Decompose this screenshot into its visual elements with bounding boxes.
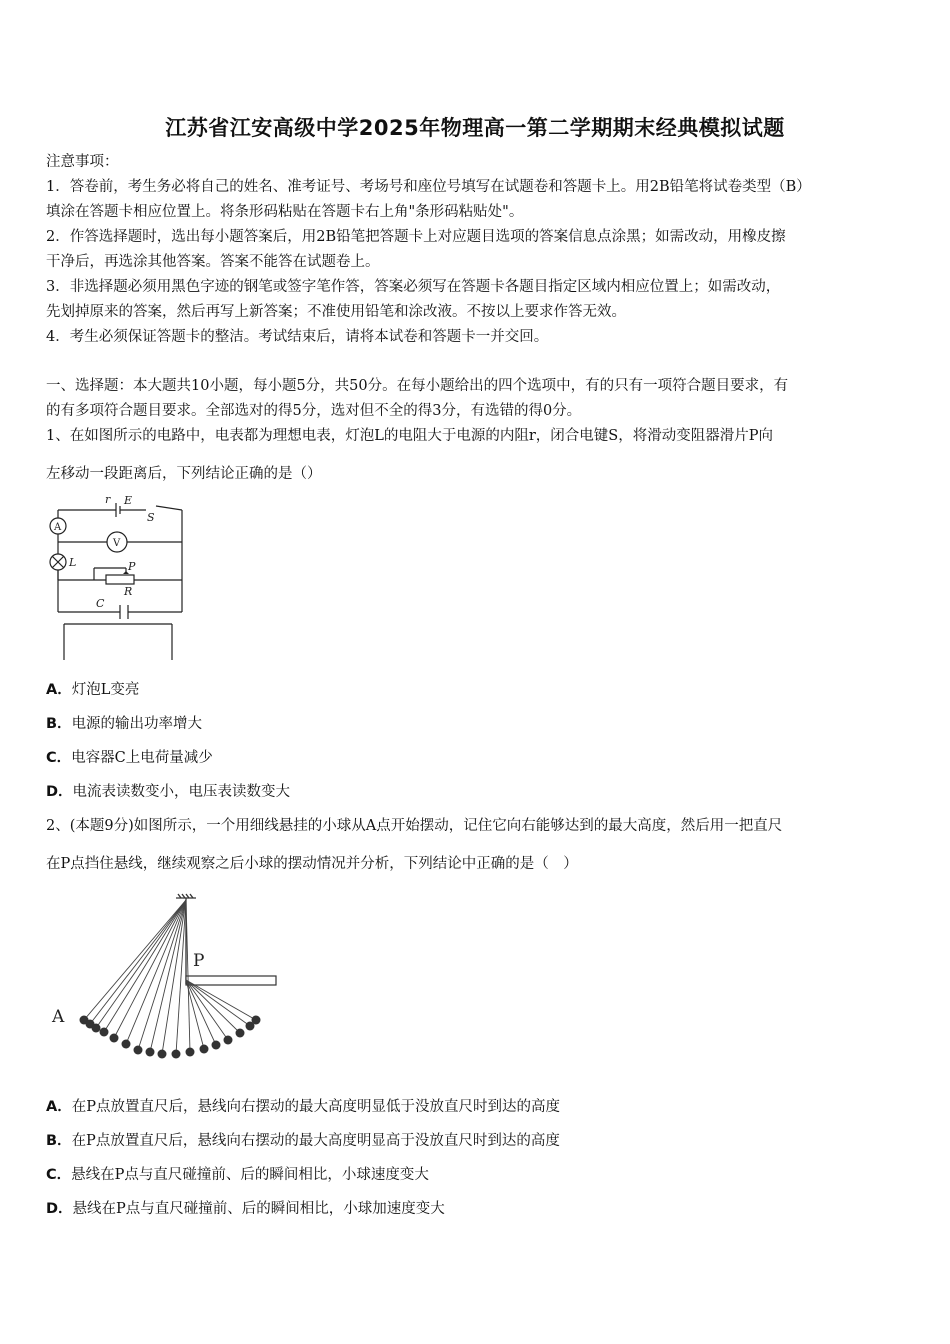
q1-stem-line-2: 左移动一段距离后，下列结论正确的是（） — [46, 466, 322, 482]
pendulum-ball — [134, 1046, 143, 1055]
pendulum-string — [186, 980, 228, 1040]
pendulum-ball — [100, 1028, 109, 1037]
pendulum-ball — [186, 1048, 195, 1057]
notice-line-4: 干净后，再选涂其他答案。答案不能答在试题卷上。 — [46, 254, 380, 270]
pendulum-string — [186, 980, 216, 1045]
notice-line-6: 先划掉原来的答案，然后再写上新答案；不准使用铅笔和涂改液。不按以上要求作答无效。 — [46, 304, 626, 320]
pendulum-ball — [122, 1040, 131, 1049]
label-P: P — [128, 560, 136, 573]
q2-option-c: C．悬线在P点与直尺碰撞前、后的瞬间相比，小球速度变大 — [46, 1167, 429, 1183]
notice-line-2: 填涂在答题卡相应位置上。将条形码粘贴在答题卡右上角"条形码粘贴处"。 — [46, 204, 524, 220]
label-A-point: A — [52, 1007, 65, 1027]
pendulum-ball — [212, 1041, 221, 1050]
label-P-point: P — [193, 951, 205, 971]
q2-option-b: B．在P点放置直尺后，悬线向右摆动的最大高度明显高于没放直尺时到达的高度 — [46, 1133, 560, 1149]
q1-option-a: A．灯泡L变亮 — [46, 682, 140, 698]
notice-line-7: 4．考生必须保证答题卡的整洁。考试结束后，请将本试卷和答题卡一并交回。 — [46, 329, 549, 345]
pendulum-string — [176, 900, 186, 1054]
q1-stem-line-1: 1、在如图所示的电路中，电表都为理想电表，灯泡L的电阻大于电源的内阻r，闭合电键S，将滑动变阻器滑片P向 — [46, 428, 773, 444]
pendulum-ball — [236, 1029, 245, 1038]
q2-option-d: D．悬线在P点与直尺碰撞前、后的瞬间相比，小球加速度变大 — [46, 1201, 445, 1217]
pendulum-string — [138, 900, 186, 1050]
pendulum-string — [84, 900, 186, 1020]
q1-option-d: D．电流表读数变小，电压表读数变大 — [46, 784, 291, 800]
page-title: 江苏省江安高级中学2025年物理高一第二学期期末经典模拟试题 — [165, 116, 785, 140]
ruler — [186, 976, 276, 985]
pendulum-ball — [92, 1024, 101, 1033]
pendulum-diagram — [50, 892, 282, 1074]
label-C: C — [96, 597, 105, 610]
pendulum-ball — [252, 1016, 261, 1025]
label-A: A — [54, 522, 62, 533]
q2-stem-line-1: 2、(本题9分)如图所示，一个用细线悬挂的小球从A点开始摆动，记住它向右能够达到的最大高度，然后用一把直尺 — [46, 818, 783, 834]
circuit-diagram — [44, 494, 190, 662]
pendulum-ball — [172, 1050, 181, 1059]
pendulum-ball — [200, 1045, 209, 1054]
label-S: S — [147, 511, 155, 524]
pendulum-ball — [146, 1048, 155, 1057]
label-R: R — [124, 585, 133, 598]
label-E: E — [124, 494, 133, 507]
label-L: L — [69, 556, 77, 569]
notice-line-5: 3．非选择题必须用黑色字迹的钢笔或签字笔作答，答案必须写在答题卡各题目指定区域内相应位置上；如需改动， — [46, 279, 781, 295]
q1-option-b: B．电源的输出功率增大 — [46, 716, 203, 732]
pendulum-string — [186, 980, 250, 1026]
q2-stem-line-2: 在P点挡住悬线，继续观察之后小球的摆动情况并分析，下列结论中正确的是（ ） — [46, 856, 578, 872]
pendulum-string — [104, 900, 186, 1032]
label-V: V — [113, 538, 121, 549]
notice-heading: 注意事项： — [46, 154, 119, 170]
section-line-2: 的有多项符合题目要求。全部选对的得5分，选对但不全的得3分，有选错的得0分。 — [46, 403, 582, 419]
pendulum-ball — [224, 1036, 233, 1045]
pendulum-ball — [110, 1034, 119, 1043]
notice-line-3: 2．作答选择题时，选出每小题答案后，用2B铅笔把答题卡上对应题目选项的答案信息点涂黑；如需改动，用橡皮擦 — [46, 229, 786, 245]
pendulum-ball — [158, 1050, 167, 1059]
label-r: r — [105, 494, 111, 506]
notice-line-1: 1．答卷前，考生务必将自己的姓名、准考证号、考场号和座位号填写在试题卷和答题卡上。用2B铅笔将试卷类型（B） — [46, 179, 811, 195]
section-line-1: 一、选择题：本大题共10小题，每小题5分，共50分。在每小题给出的四个选项中，有的只有一项符合题目要求，有 — [46, 378, 789, 394]
q2-option-a: A．在P点放置直尺后，悬线向右摆动的最大高度明显低于没放直尺时到达的高度 — [46, 1099, 560, 1115]
q1-option-c: C．电容器C上电荷量减少 — [46, 750, 213, 766]
